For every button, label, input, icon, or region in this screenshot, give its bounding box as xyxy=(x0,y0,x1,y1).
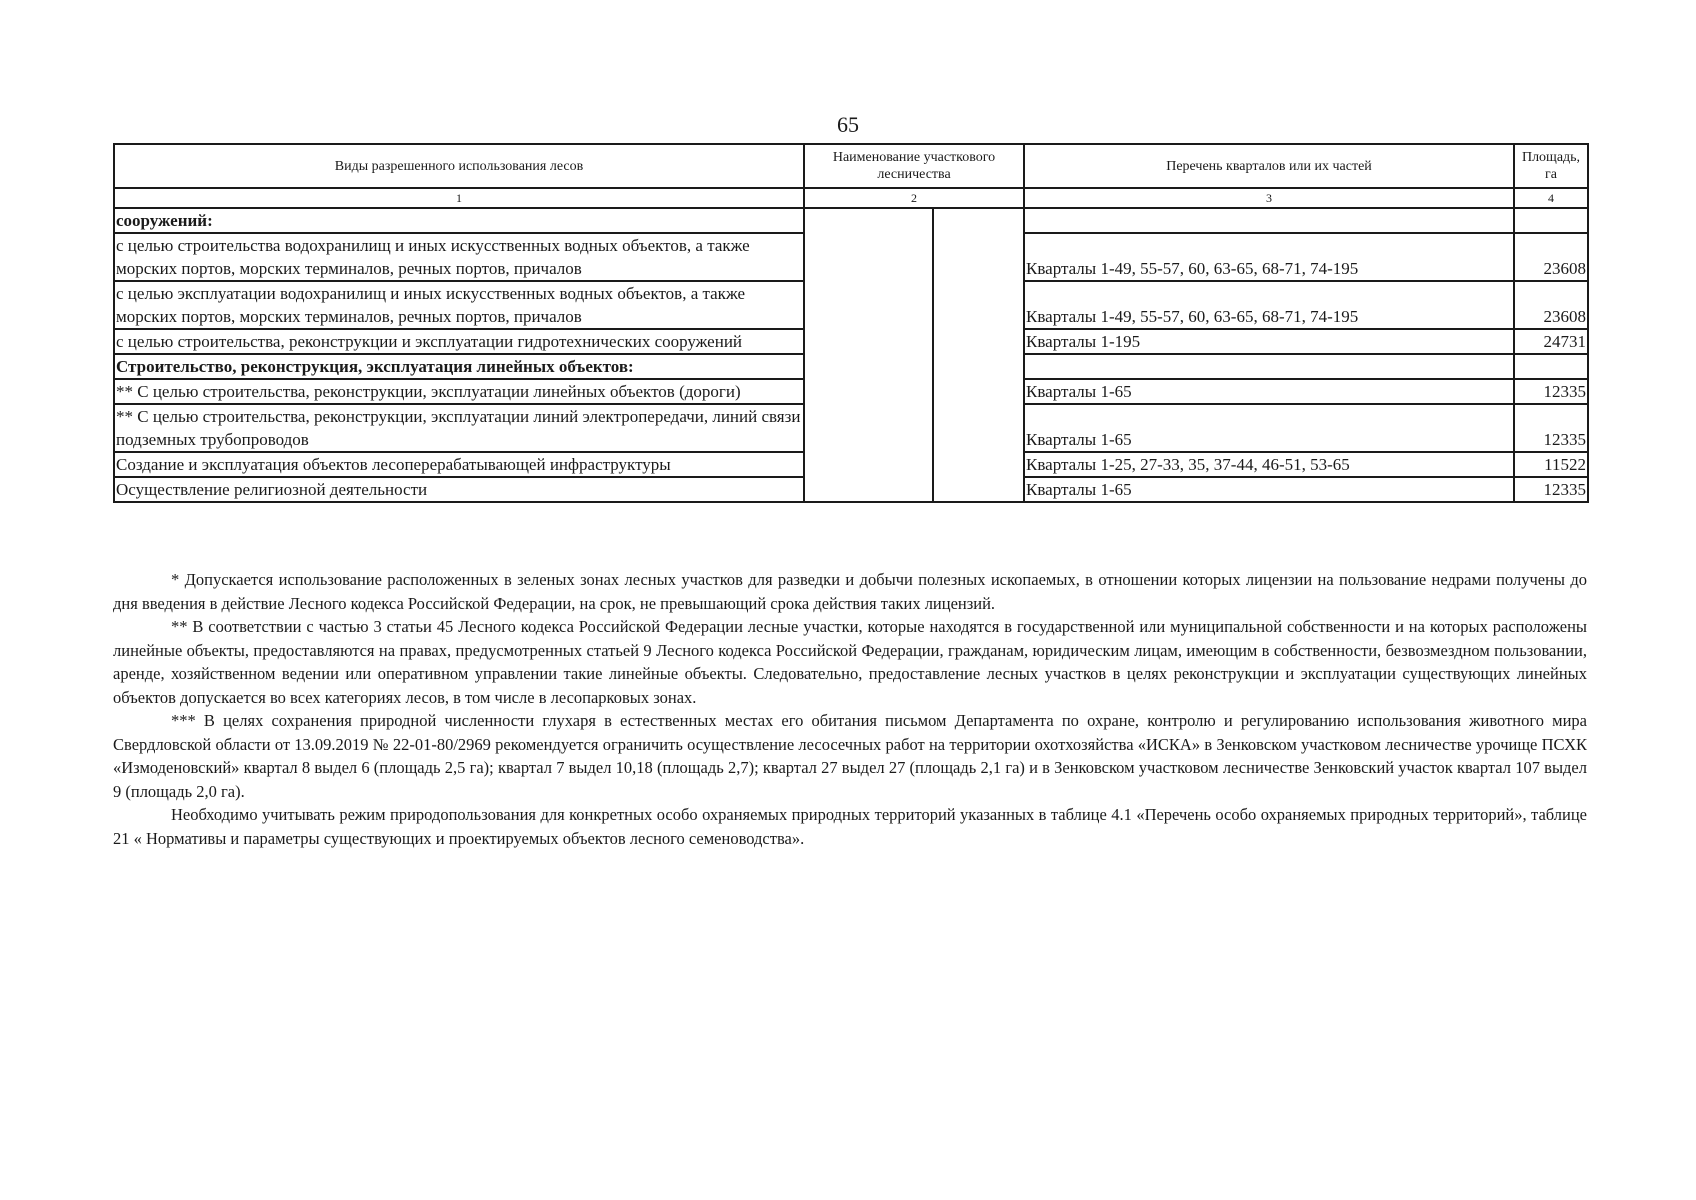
area-cell xyxy=(1514,208,1588,233)
area-cell: 12335 xyxy=(1514,404,1588,452)
area-cell: 12335 xyxy=(1514,477,1588,502)
permitted-use-table xyxy=(113,143,1589,503)
page-number: 65 xyxy=(837,112,859,137)
column-number: 2 xyxy=(804,188,1024,208)
use-kind-cell: Создание и эксплуатация объектов лесоперерабатывающей инфраструктуры xyxy=(114,452,804,477)
area-cell: 23608 xyxy=(1514,233,1588,281)
forestry-subdivision-cell xyxy=(933,208,1024,502)
header-forestry-name: Наименование участкового лесничества xyxy=(804,144,1024,188)
area-cell: 11522 xyxy=(1514,452,1588,477)
table-row xyxy=(114,208,1588,233)
footnotes xyxy=(113,568,1587,850)
quarters-cell: Кварталы 1-65 xyxy=(1024,379,1514,404)
use-kind-cell: Осуществление религиозной деятельности xyxy=(114,477,804,502)
quarters-cell: Кварталы 1-195 xyxy=(1024,329,1514,354)
use-kind-cell: ** С целью строительства, реконструкции, эксплуатации линейных объектов (дороги) xyxy=(114,379,804,404)
footnote-protected-areas: Необходимо учитывать режим природопользования для конкретных особо охраняемых природных территорий указанных в таблице 4.1 «Перечень особо охраняемых природных территорий», таблице 21 « Нормативы и параметры существующих и проектируемых объектов лесного семеноводства». xyxy=(113,805,1587,848)
use-kind-cell: с целью эксплуатации водохранилищ и иных искусственных водных объектов, а также морских портов, морских терминалов, речных портов, причалов xyxy=(114,281,804,329)
footnote-capercaillie: *** В целях сохранения природной численности глухаря в естественных местах его обитания письмом Департамента по охране, контролю и регулированию использования животного мира Свердловской области от 13.09.2019 № 22-01-80/2969 рекомендуется ограничить осуществление лесосечных работ на территории охотхозяйства «ИСКА» в Зенковском участковом лесничестве урочище ПСХК «Измоденовский» квартал 8 выдел 6 (площадь 2,5 га); квартал 7 выдел 10,18 (площадь 2,7); квартал 27 выдел 27 (площадь 2,1 га) и в Зенковском участковом лесничестве Зенковский участок квартал 107 выдел 9 (площадь 2,0 га). xyxy=(113,711,1587,801)
use-kind-cell: ** С целью строительства, реконструкции, эксплуатации линий электропередачи, линий связи подземных трубопроводов xyxy=(114,404,804,452)
quarters-cell: Кварталы 1-65 xyxy=(1024,477,1514,502)
quarters-cell: Кварталы 1-65 xyxy=(1024,404,1514,452)
quarters-cell xyxy=(1024,208,1514,233)
column-number: 3 xyxy=(1024,188,1514,208)
quarters-cell xyxy=(1024,354,1514,379)
footnote-linear-objects: ** В соответствии с частью 3 статьи 45 Лесного кодекса Российской Федерации лесные участки, которые находятся в государственной или муниципальной собственности и на которых расположены линейные объекты, предоставляются на правах, предусмотренных статьей 9 Лесного кодекса Российской Федерации, гражданам, юридическим лицам, имеющим в собственности, безвозмездном пользовании, аренде, хозяйственном ведении или оперативном управлении такие линейные объекты. Следовательно, предоставление лесных участков в целях реконструкции и эксплуатации существующих линейных объектов допускается во всех категориях лесов, в том числе в лесопарковых зонах. xyxy=(113,617,1587,707)
footnote-mining: * Допускается использование расположенных в зеленых зонах лесных участков для разведки и добычи полезных ископаемых, в отношении которых лицензии на пользование недрами получены до дня введения в действие Лесного кодекса Российской Федерации, на срок, не превышающий срока действия таких лицензий. xyxy=(113,570,1587,613)
area-cell: 24731 xyxy=(1514,329,1588,354)
use-kind-cell: с целью строительства, реконструкции и эксплуатации гидротехнических сооружений xyxy=(114,329,804,354)
column-number: 4 xyxy=(1514,188,1588,208)
quarters-cell: Кварталы 1-49, 55-57, 60, 63-65, 68-71, 74-195 xyxy=(1024,233,1514,281)
area-cell xyxy=(1514,354,1588,379)
area-cell: 23608 xyxy=(1514,281,1588,329)
use-kind-cell: с целью строительства водохранилищ и иных искусственных водных объектов, а также морских портов, морских терминалов, речных портов, причалов xyxy=(114,233,804,281)
column-number: 1 xyxy=(114,188,804,208)
use-kind-cell: Строительство, реконструкция, эксплуатация линейных объектов: xyxy=(114,354,804,379)
table-column-numbers-row xyxy=(114,188,1588,208)
header-quarters-list: Перечень кварталов или их частей xyxy=(1024,144,1514,188)
header-area: Площадь, га xyxy=(1514,144,1588,188)
header-use-kind: Виды разрешенного использования лесов xyxy=(114,144,804,188)
quarters-cell: Кварталы 1-49, 55-57, 60, 63-65, 68-71, 74-195 xyxy=(1024,281,1514,329)
use-kind-cell: сооружений: xyxy=(114,208,804,233)
table-header-row xyxy=(114,144,1588,188)
quarters-cell: Кварталы 1-25, 27-33, 35, 37-44, 46-51, 53-65 xyxy=(1024,452,1514,477)
area-cell: 12335 xyxy=(1514,379,1588,404)
forestry-name-cell xyxy=(804,208,933,502)
